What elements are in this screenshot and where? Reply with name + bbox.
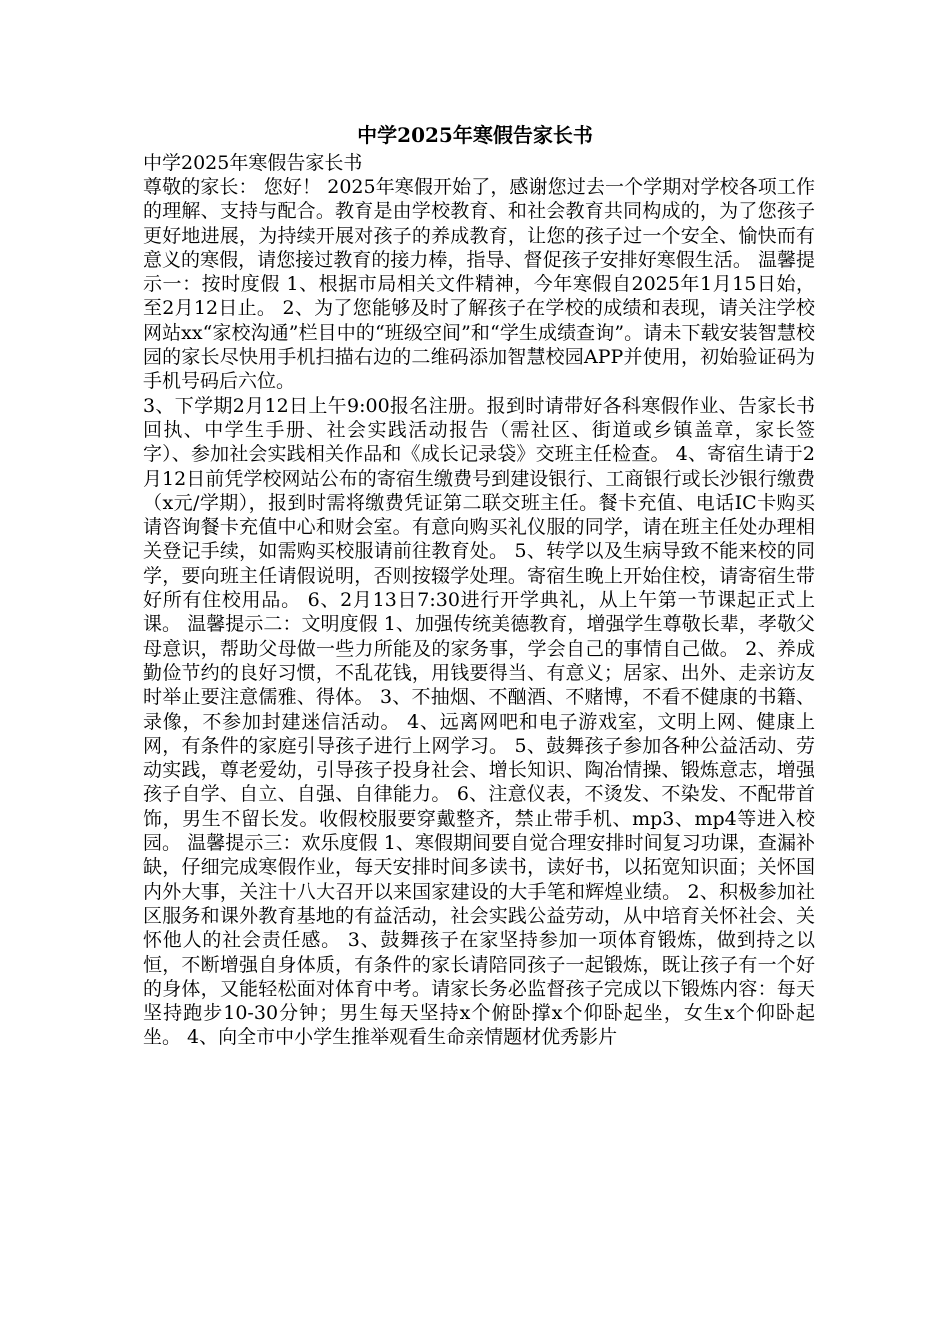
body-paragraph: 尊敬的家长： 您好！ 2025年寒假开始了，感谢您过去一个学期对学校各项工作的理解、支持与配合。教育是由学校教育、和社会教育共同构成的，为了您孩子更好地进展，为持续开展对孩子的养成教育，让您的孩子过一个安全、愉快而有意义的寒假，请您接过教育的接力棒，指导、督促孩子安排好寒假生活。 温馨提示一：按时度假 1、根据市局相关文件精神，今年寒假自2025年1月15日始，至2月12日止。 2、为了您能够及时了解孩子在学校的成绩和表现，请关注学校网站xx“家校沟通”栏目中的“班级空间”和“学生成绩查询”。请未下载安装智慧校园的家长尽快用手机扫描右边的二维码添加智慧校园APP并使用，初始验证码为手机号码后六位。 <box>143 176 815 393</box>
document-subtitle: 中学2025年寒假告家长书 <box>143 152 363 174</box>
document-body <box>143 175 815 1050</box>
body-paragraph: 3、下学期2月12日上午9:00报名注册。报到时请带好各科寒假作业、告家长书回执、中学生手册、社会实践活动报告（需社区、街道或乡镇盖章，家长签字）、参加社会实践相关作品和《成长记录袋》交班主任检查。 4、寄宿生请于2月12日前凭学校网站公布的寄宿生缴费号到建设银行、工商银行或长沙银行缴费（x元/学期），报到时需将缴费凭证第二联交班主任。餐卡充值、电话IC卡购买请咨询餐卡充值中心和财会室。有意向购买礼仪服的同学，请在班主任处办理相关登记手续，如需购买校服请前往教育处。 5、转学以及生病导致不能来校的同学，要向班主任请假说明，否则按辍学处理。寄宿生晚上开始住校，请寄宿生带好所有住校用品。 6、2月13日7:30进行开学典礼，从上午第一节课起正式上课。 温馨提示二：文明度假 1、加强传统美德教育，增强学生尊敬长辈，孝敬父母意识，帮助父母做一些力所能及的家务事，学会自己的事情自己做。 2、养成勤俭节约的良好习惯，不乱花钱，用钱要得当、有意义；居家、出外、走亲访友时举止要注意儒雅、得体。 3、不抽烟、不酗酒、不赌博，不看不健康的书籍、录像，不参加封建迷信活动。 4、远离网吧和电子游戏室，文明上网、健康上网，有条件的家庭引导孩子进行上网学习。 5、鼓舞孩子参加各种公益活动、劳动实践，尊老爱幼，引导孩子投身社会、增长知识、陶冶情操、锻炼意志，增强孩子自学、自立、自强、自律能力。 6、注意仪表，不烫发、不染发、不配带首饰，男生不留长发。收假校服要穿戴整齐，禁止带手机、mp3、mp4等进入校园。 温馨提示三：欢乐度假 1、寒假期间要自觉合理安排时间复习功课，查漏补缺，仔细完成寒假作业，每天安排时间多读书，读好书，以拓宽知识面；关怀国内外大事，关注十八大召开以来国家建设的大手笔和辉煌业绩。 2、积极参加社区服务和课外教育基地的有益活动，社会实践公益劳动，从中培育关怀社会、关怀他人的社会责任感。 3、鼓舞孩子在家坚持参加一项体育锻炼，做到持之以恒，不断增强自身体质，有条件的家长请陪同孩子一起锻炼，既让孩子有一个好的身体，又能轻松面对体育中考。请家长务必监督孩子完成以下锻炼内容：每天坚持跑步10-30分钟；男生每天坚持x个俯卧撑x个仰卧起坐，女生x个仰卧起坐。 4、向全市中小学生推举观看生命亲情题材优秀影片 <box>143 394 815 1049</box>
document-title: 中学2025年寒假告家长书 <box>357 123 593 147</box>
